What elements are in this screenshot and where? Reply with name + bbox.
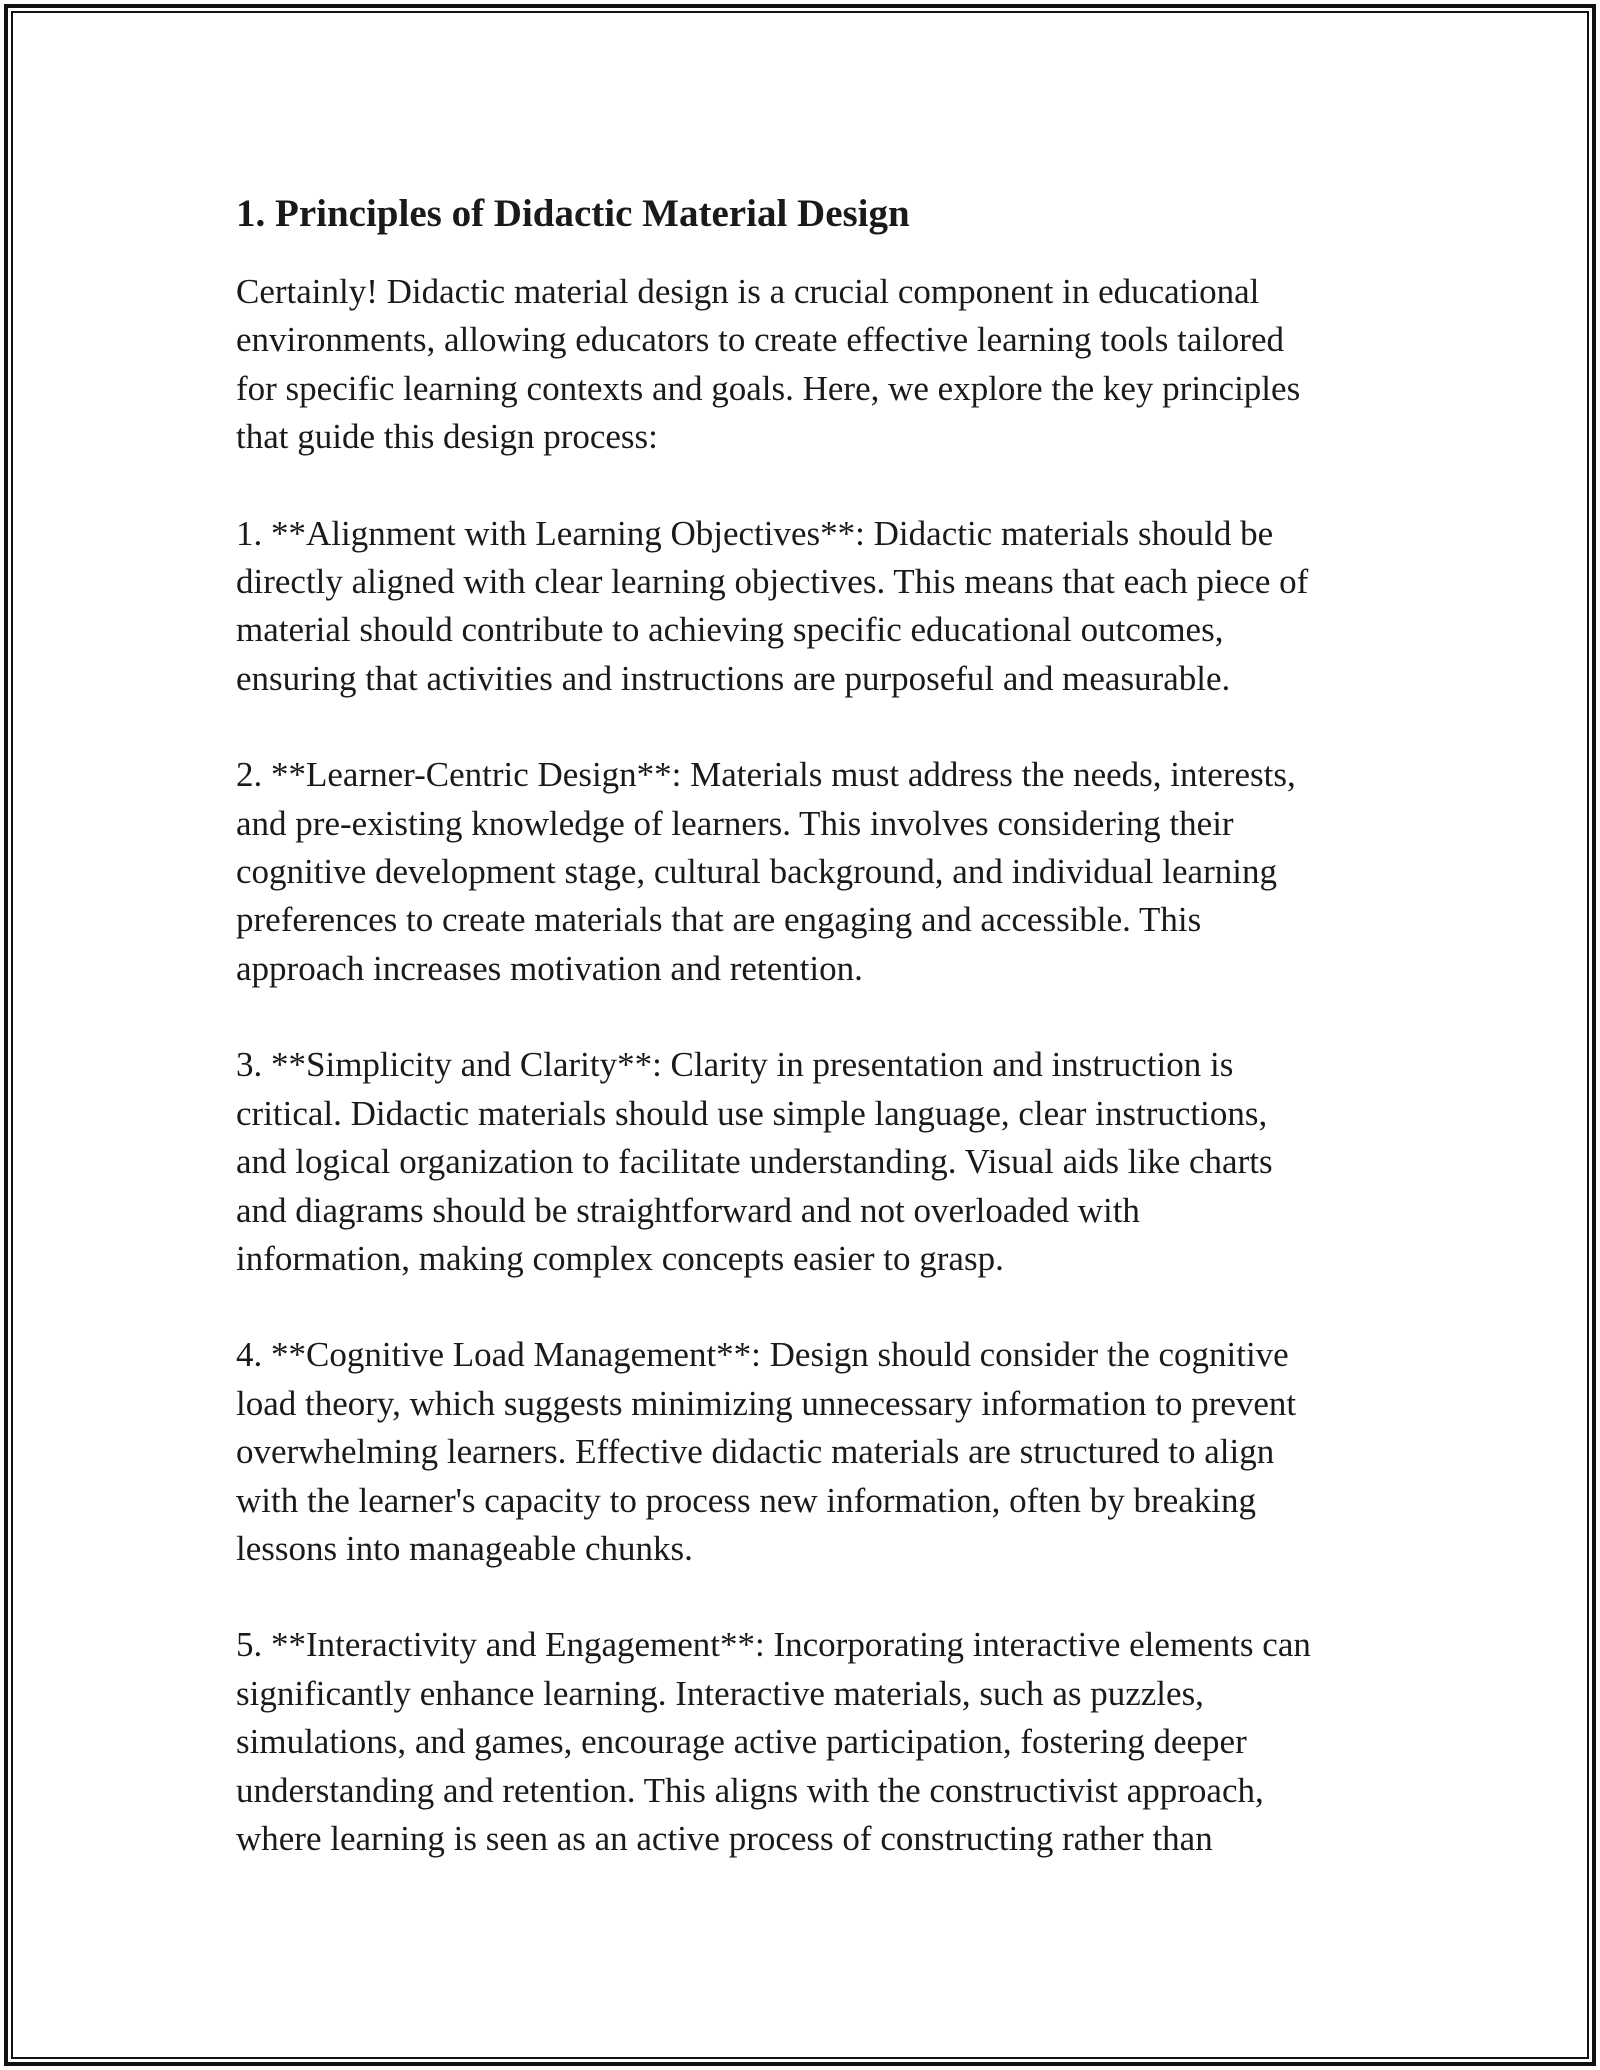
principle-4-paragraph: 4. **Cognitive Load Management**: Design should consider the cognitive load theory, which suggests minimizing unnecessary information to prevent overwhelming learners. Effective didactic materials are structured to align with the learner's capacity to process new information, often by breaking lessons into manageable chunks. bbox=[236, 1335, 1297, 1568]
principle-2-paragraph: 2. **Learner-Centric Design**: Materials must address the needs, interests, and pre-existing knowledge of learners. This involves considering their cognitive development stage, cultural background, and individual learning preferences to create materials that are engaging and accessible. This approach increases motivation and retention. bbox=[236, 755, 1296, 988]
principle-3-paragraph: 3. **Simplicity and Clarity**: Clarity in presentation and instruction is critical. Didactic materials should use simple language, clear instructions, and logical organization to facilitate understanding. Visual aids like charts and diagrams should be straightforward and not overloaded with information, making complex concepts easier to grasp. bbox=[236, 1045, 1273, 1278]
section-heading: 1. Principles of Didactic Material Design bbox=[236, 192, 910, 235]
document-body bbox=[236, 186, 1366, 1911]
intro-paragraph: Certainly! Didactic material design is a crucial component in educational environments, allowing educators to create effective learning tools tailored for specific learning contexts and goals. Here, we explore the key principles that guide this design process: bbox=[236, 272, 1301, 457]
principle-5-paragraph: 5. **Interactivity and Engagement**: Incorporating interactive elements can significantly enhance learning. Interactive materials, such as puzzles, simulations, and games, encourage active participation, fostering deeper understanding and retention. This aligns with the constructivist approach, where learning is seen as an active process of constructing rather than bbox=[236, 1625, 1311, 1858]
principle-1-paragraph: 1. **Alignment with Learning Objectives**: Didactic materials should be directly aligned with clear learning objectives. This means that each piece of material should contribute to achieving specific educational outcomes, ensuring that activities and instructions are purposeful and measurable. bbox=[236, 513, 1309, 698]
